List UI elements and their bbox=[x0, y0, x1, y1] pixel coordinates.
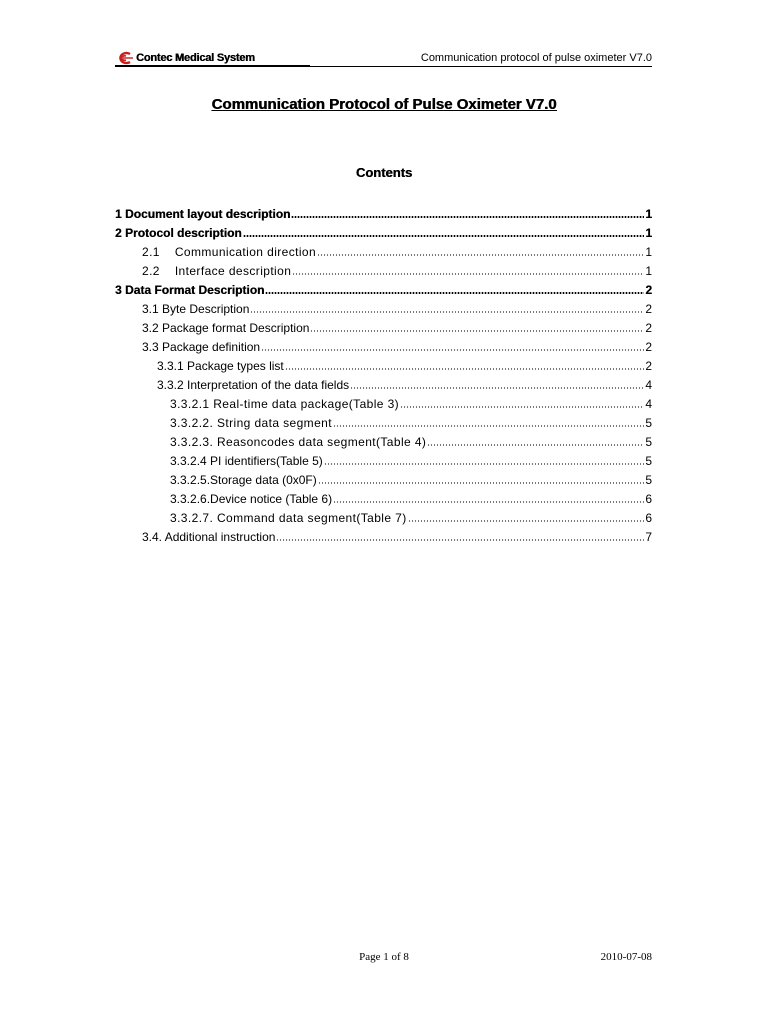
toc-entry[interactable] bbox=[115, 335, 652, 354]
toc-entry[interactable] bbox=[115, 373, 652, 392]
toc-entry[interactable] bbox=[115, 487, 652, 506]
toc-leader bbox=[350, 387, 644, 389]
toc-entry-title: 3.3.2.6.Device notice (Table 6) bbox=[170, 492, 333, 506]
toc-entry[interactable] bbox=[115, 259, 652, 278]
toc-leader bbox=[400, 406, 644, 408]
toc-entry[interactable] bbox=[115, 468, 652, 487]
toc-entry[interactable] bbox=[115, 221, 652, 240]
logo-text: Contec Medical System bbox=[136, 52, 255, 64]
toc-entry-title: 3.3.2.4 PI identifiers(Table 5) bbox=[170, 454, 323, 468]
toc-entry-page: 6 bbox=[645, 511, 652, 525]
toc-leader bbox=[317, 254, 644, 256]
toc-entry-title: 3.3.2.3. Reasoncodes data segment(Table 4) bbox=[170, 435, 427, 449]
toc-entry[interactable] bbox=[115, 411, 652, 430]
toc-entry-title: 2.2 Interface description bbox=[142, 264, 292, 278]
toc-entry-page: 2 bbox=[645, 359, 652, 373]
toc-leader bbox=[310, 330, 644, 332]
toc-entry-title: 3.2 Package format Description bbox=[142, 321, 310, 335]
toc-entry-page: 4 bbox=[645, 378, 652, 392]
toc-leader bbox=[250, 311, 644, 313]
toc-leader bbox=[324, 463, 645, 465]
contec-logo-icon bbox=[115, 51, 135, 65]
toc-entry[interactable] bbox=[115, 297, 652, 316]
toc-entry[interactable] bbox=[115, 525, 652, 544]
toc-leader bbox=[292, 273, 644, 275]
toc-entry[interactable] bbox=[115, 240, 652, 259]
toc-entry-title: 3.3.2.5.Storage data (0x0F) bbox=[170, 473, 317, 487]
toc-entry[interactable] bbox=[115, 202, 652, 221]
toc-entry[interactable] bbox=[115, 354, 652, 373]
toc-entry[interactable] bbox=[115, 430, 652, 449]
toc-entry-title: 3.4. Additional instruction bbox=[142, 530, 276, 544]
toc-entry-title: 3.3.2.1 Real-time data package(Table 3) bbox=[170, 397, 400, 411]
table-of-contents bbox=[115, 202, 652, 544]
document-title: Communication Protocol of Pulse Oximeter V7.0 bbox=[211, 96, 557, 113]
toc-entry-title: 1 Document layout description bbox=[115, 207, 291, 221]
toc-entry-title: 3.3.2.2. String data segment bbox=[170, 416, 332, 430]
toc-entry-title: 3 Data Format Description bbox=[115, 283, 265, 297]
document-date: 2010-07-08 bbox=[600, 951, 652, 963]
toc-entry-page: 1 bbox=[645, 207, 652, 221]
toc-entry-page: 1 bbox=[645, 226, 652, 240]
toc-entry-page: 2 bbox=[645, 340, 652, 354]
toc-entry-page: 2 bbox=[645, 321, 652, 335]
toc-leader bbox=[333, 425, 644, 427]
toc-entry-title: 3.3 Package definition bbox=[142, 340, 261, 354]
toc-leader bbox=[261, 349, 644, 351]
toc-leader bbox=[408, 520, 645, 522]
page-number: Page 1 of 8 bbox=[359, 951, 409, 963]
toc-leader bbox=[427, 444, 644, 446]
toc-leader bbox=[243, 235, 645, 237]
header-rule bbox=[115, 66, 652, 67]
toc-entry-page: 1 bbox=[645, 245, 652, 259]
toc-entry-page: 7 bbox=[645, 530, 652, 544]
toc-entry[interactable] bbox=[115, 316, 652, 335]
toc-entry[interactable] bbox=[115, 278, 652, 297]
toc-entry-page: 4 bbox=[645, 397, 652, 411]
toc-leader bbox=[333, 501, 644, 503]
toc-entry-title: 2.1 Communication direction bbox=[142, 245, 317, 259]
contents-heading: Contents bbox=[355, 165, 413, 180]
toc-leader bbox=[318, 482, 645, 484]
toc-entry[interactable] bbox=[115, 392, 652, 411]
toc-entry-page: 1 bbox=[645, 264, 652, 278]
toc-entry-title: 3.3.2.7. Command data segment(Table 7) bbox=[170, 511, 407, 525]
toc-entry-page: 5 bbox=[645, 454, 652, 468]
toc-leader bbox=[291, 216, 644, 218]
toc-entry-title: 2 Protocol description bbox=[115, 226, 242, 240]
toc-leader bbox=[276, 539, 644, 541]
toc-entry-title: 3.3.1 Package types list bbox=[157, 359, 284, 373]
toc-entry-page: 6 bbox=[645, 492, 652, 506]
toc-entry-page: 5 bbox=[645, 416, 652, 430]
toc-entry-title: 3.3.2 Interpretation of the data fields bbox=[157, 378, 350, 392]
toc-entry-title: 3.1 Byte Description bbox=[142, 302, 250, 316]
toc-entry-page: 5 bbox=[645, 473, 652, 487]
company-logo bbox=[115, 50, 255, 66]
page-header bbox=[115, 50, 652, 68]
header-document-name: Communication protocol of pulse oximeter V7.0 bbox=[420, 52, 652, 64]
toc-entry[interactable] bbox=[115, 506, 652, 525]
toc-leader bbox=[285, 368, 645, 370]
toc-leader bbox=[265, 292, 644, 294]
toc-entry-page: 5 bbox=[645, 435, 652, 449]
toc-entry-page: 2 bbox=[645, 302, 652, 316]
toc-entry[interactable] bbox=[115, 449, 652, 468]
toc-entry-page: 2 bbox=[645, 283, 652, 297]
